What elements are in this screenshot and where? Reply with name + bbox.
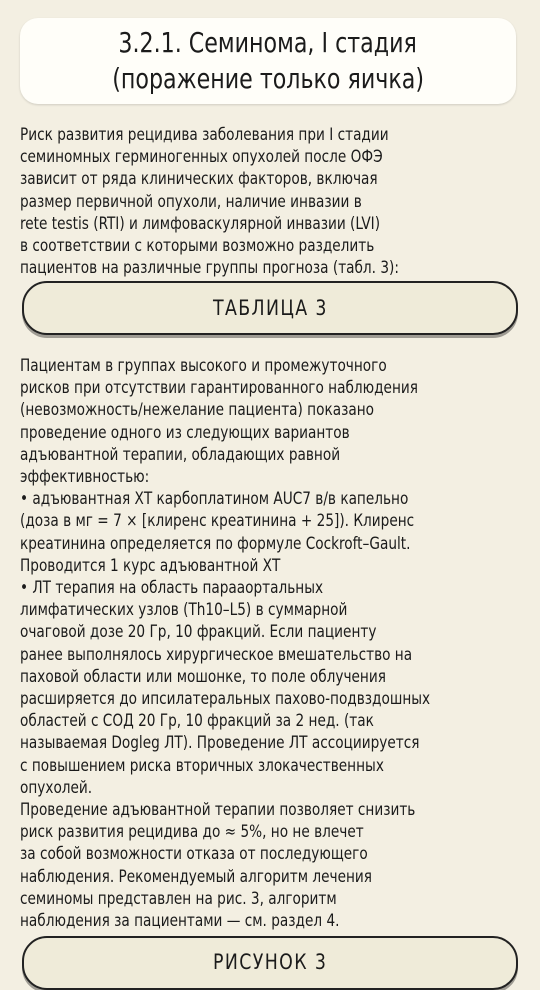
text-line: риск развития рецидива до ≈ 5%, но не влечет xyxy=(20,822,364,842)
text-line: Проведение адъювантной терапии позволяет снизить xyxy=(20,800,416,820)
text-line: паховой области или мошонке, то поле облучения xyxy=(20,666,386,686)
text-line: креатинина определяется по формуле Cockroft–Gault. xyxy=(20,533,411,553)
section-title-line-2: (поражение только яичка) xyxy=(112,62,424,95)
text-line: Пациентам в группах высокого и промежуточного xyxy=(20,356,387,375)
figure-3-button-label: РИСУНОК 3 xyxy=(212,950,328,974)
text-line: проведение одного из следующих вариантов xyxy=(20,422,350,442)
text-line: эффективностью: xyxy=(20,467,150,487)
text-line: опухолей. xyxy=(20,777,93,797)
text-line: называемая Dogleg ЛТ). Проведение ЛТ ассоциируется xyxy=(20,733,420,753)
bullet-item: • ЛТ терапия на область парааортальных xyxy=(20,578,324,598)
text-line: за собой возможности отказа от последующего xyxy=(20,844,368,864)
text-line: рисков при отсутствии гарантированного наблюдения xyxy=(20,378,418,398)
text-line: семиномы представлен на рис. 3, алгоритм xyxy=(20,888,337,908)
text-line: (доза в мг = 7 × [клиренс креатинина + 25]). Клиренс xyxy=(20,511,415,531)
text-line: в соответствии с которыми возможно разделить xyxy=(20,236,375,256)
section-title-line-1: 3.2.1. Семинома, I стадия xyxy=(118,26,418,59)
text-line: адъювантной терапии, обладающих равной xyxy=(20,444,341,464)
text-line: областей с СОД 20 Гр, 10 фракций за 2 нед. (так xyxy=(20,711,374,731)
intro-paragraph xyxy=(20,124,520,279)
text-line: лимфатических узлов (Th10–L5) в суммарной xyxy=(20,600,348,620)
text-line: Проводится 1 курс адъювантной ХТ xyxy=(20,555,281,575)
text-line: расширяется до ипсилатеральных пахово-подвздошных xyxy=(20,689,431,709)
table-3-button[interactable] xyxy=(22,281,518,335)
text-line: пациентов на различные группы прогноза (табл. 3): xyxy=(20,258,399,278)
body-paragraph xyxy=(20,355,520,932)
text-line: наблюдения. Рекомендуемый алгоритм лечения xyxy=(20,866,372,886)
table-3-button-label: ТАБЛИЦА 3 xyxy=(212,296,328,320)
text-line: размер первичной опухоли, наличие инвазии в xyxy=(20,191,362,211)
section-title-card xyxy=(20,18,516,104)
text-line: очаговой дозе 20 Гр, 10 фракций. Если пациенту xyxy=(20,622,377,642)
text-line: ранее выполнялось хирургическое вмешательство на xyxy=(20,644,413,664)
text-line: с повышением риска вторичных злокачественных xyxy=(20,755,384,775)
bullet-item: • адъювантная ХТ карбоплатином AUC7 в/в капельно xyxy=(20,489,409,509)
text-line: (невозможность/нежелание пациента) показано xyxy=(20,400,374,420)
text-line: семиномных герминогенных опухолей после ОФЭ xyxy=(20,147,383,167)
figure-3-button[interactable] xyxy=(22,936,518,990)
text-line: зависит от ряда клинических факторов, включая xyxy=(20,169,378,189)
text-line: Риск развития рецидива заболевания при I стадии xyxy=(20,125,389,144)
text-line: rete testis (RTI) и лимфоваскулярной инвазии (LVI) xyxy=(20,213,381,233)
text-line: наблюдения за пациентами — см. раздел 4. xyxy=(20,911,340,931)
